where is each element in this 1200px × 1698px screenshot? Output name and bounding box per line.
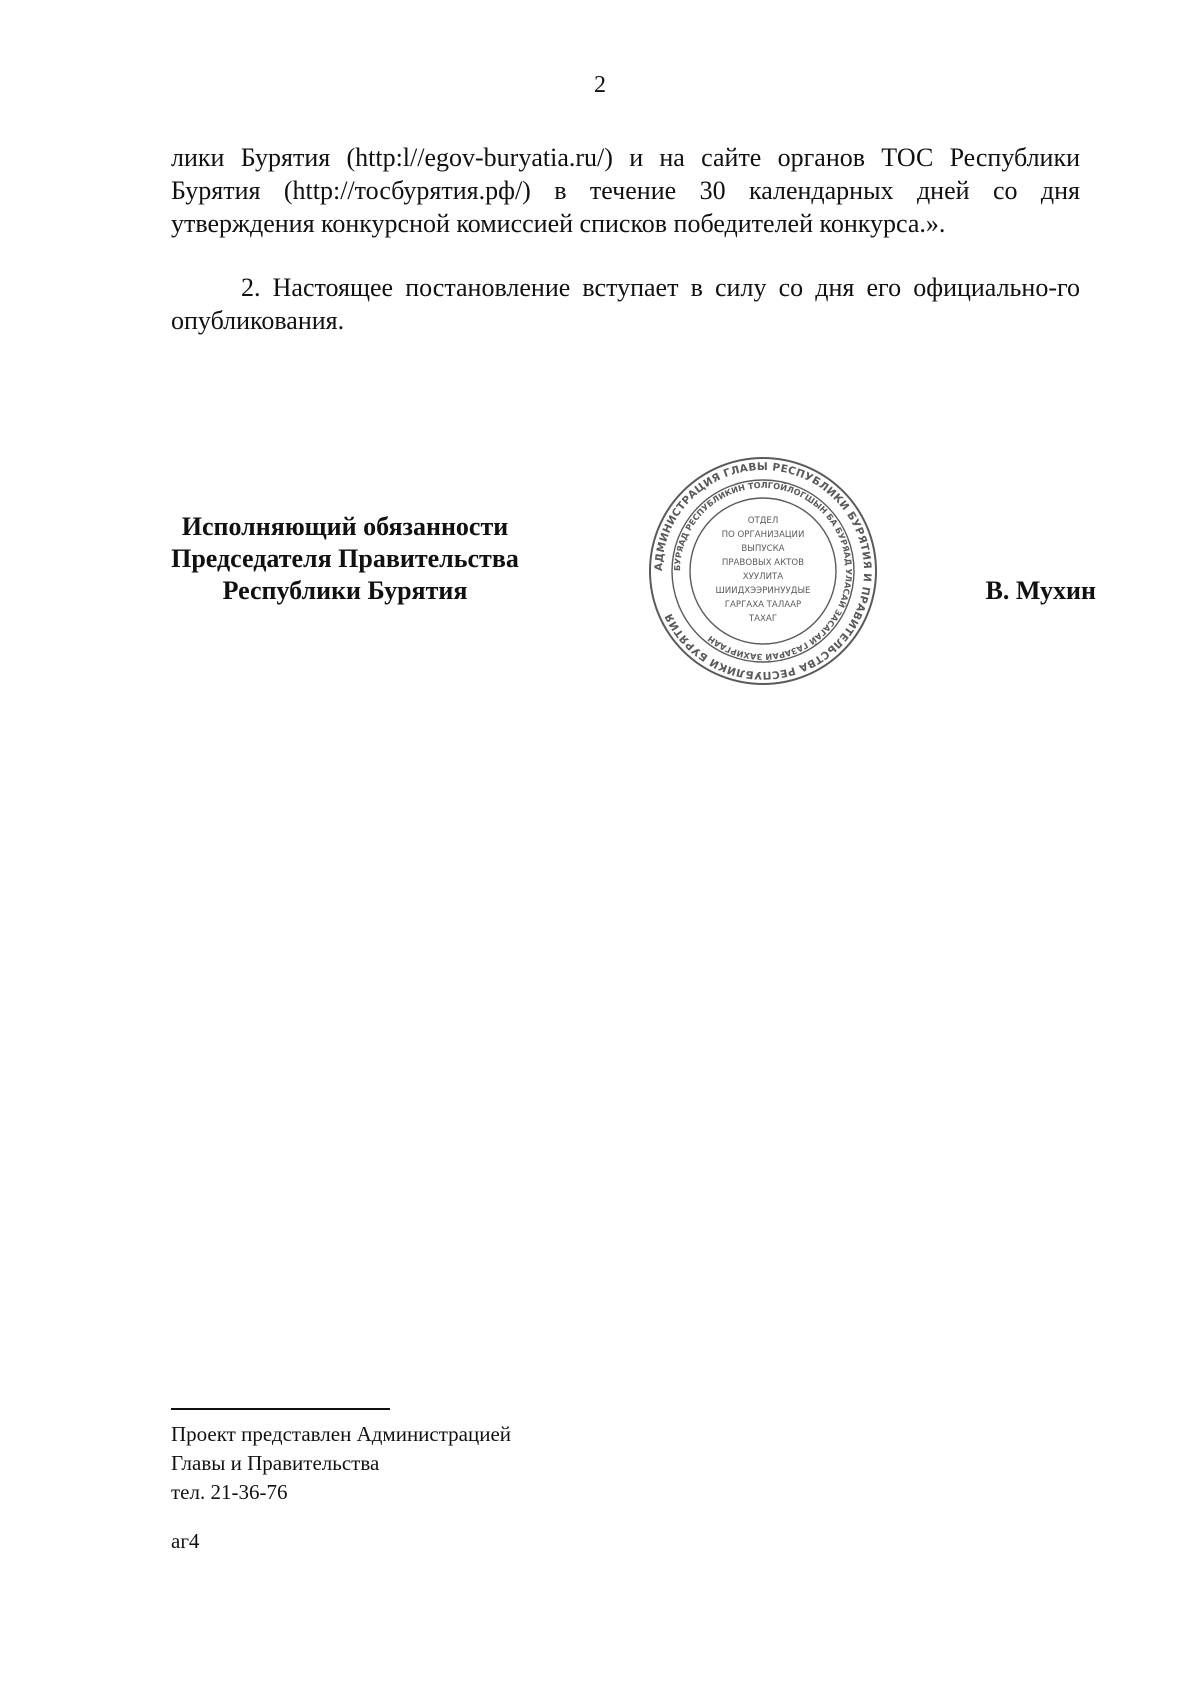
footnote-line: Главы и Правительства	[171, 1451, 380, 1475]
seal-center-line: ГАРГАХА ТАЛААР	[724, 600, 802, 610]
signatory-title-line: Исполняющий обязанности	[181, 512, 509, 541]
seal-center-line: ТАХАГ	[748, 614, 778, 624]
footnote	[171, 1420, 511, 1507]
footnote-line: Проект представлен Администрацией	[171, 1422, 512, 1446]
seal-center-line: ХУУЛИТА	[742, 572, 784, 582]
seal-center-line: ВЫПУСКА	[741, 544, 785, 554]
seal-center-line: ШИИДХЭЭРИНУУДЫЕ	[715, 586, 811, 596]
seal-center-text	[716, 516, 811, 624]
seal-outer-ring	[650, 458, 876, 684]
signatory-name: В. Мухин	[985, 576, 1096, 605]
page-number: 2	[594, 72, 606, 98]
document-code: аг4	[171, 1529, 200, 1553]
seal-center-line: ПО ОРГАНИЗАЦИИ	[721, 530, 805, 540]
footnote-divider	[171, 1408, 390, 1410]
seal-center-line: ПРАВОВЫХ АКТОВ	[721, 558, 805, 568]
seal-outer-text: АДМИНИСТРАЦИЯ ГЛАВЫ РЕСПУБЛИКИ БУРЯТИЯ И ПРАВИТЕЛЬСТВА РЕСПУБЛИКИ БУРЯТИЯ	[652, 460, 874, 682]
footnote-line: тел. 21-36-76	[171, 1480, 288, 1504]
seal-inner-ring-text: БУРЯАД РЕСПУБЛИКИН ТОЛГОЙЛОГШЫН БА БУРЯАД УЛАСАЙ ЗАСАГАЙ ГАЗАРАЙ ЗАХИРГААН	[671, 479, 855, 663]
seal-center-line: ОТДЕЛ	[747, 516, 779, 526]
paragraph-continuation: лики Бурятия (http:l//egov-buryatia.ru/) и на сайте органов ТОС Республики Бурятия (http://тосбурятия.рф/) в течение 30 календарных дней со дня утверждения конкурсной комиссией списков победителей конкурса.».	[171, 143, 1080, 238]
official-seal-stamp	[647, 455, 879, 687]
signatory-title-line: Председателя Правительства	[171, 544, 519, 573]
signatory-title-line: Республики Бурятия	[222, 576, 468, 605]
signatory-title	[150, 511, 540, 607]
paragraph-effective-date: 2. Настоящее постановление вступает в силу со дня его официально-го опубликования.	[171, 273, 1080, 335]
